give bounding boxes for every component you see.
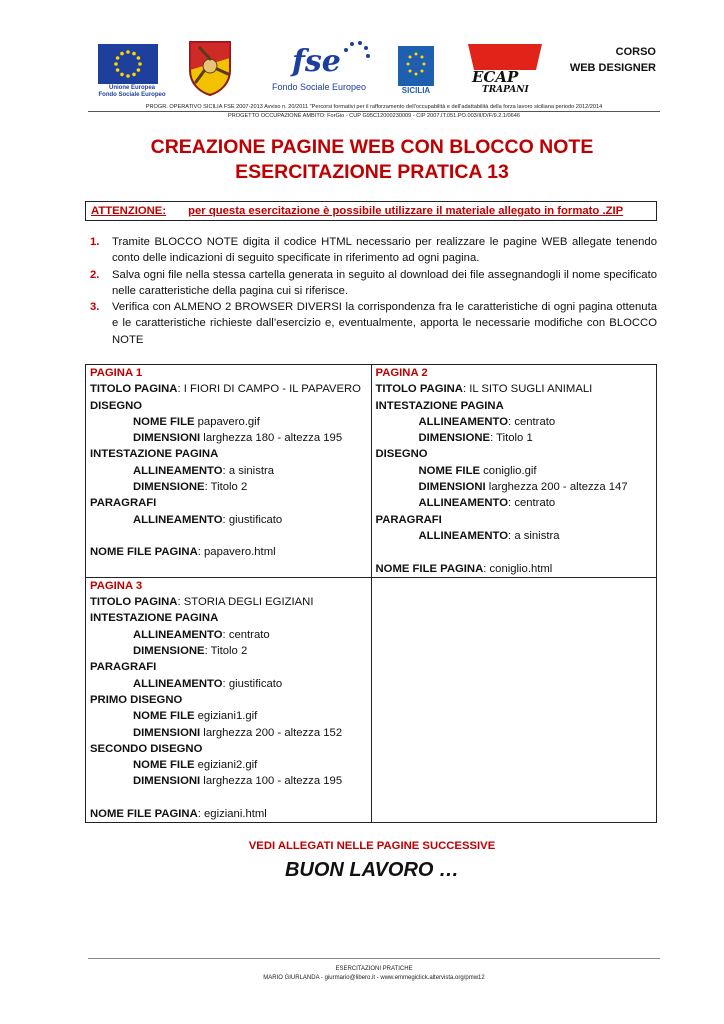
document-footer	[88, 965, 660, 983]
field-label: DIMENSIONE	[133, 645, 205, 658]
eu-flag-icon	[98, 44, 158, 84]
course-label	[566, 44, 656, 76]
field-value: larghezza 100 - altezza 195	[200, 775, 343, 788]
instruction-item	[85, 234, 657, 267]
sicily-region-logo	[186, 40, 234, 96]
course-label-line2: WEB DESIGNER	[569, 62, 656, 74]
sicilia-logo-label: SICILIA	[401, 86, 431, 95]
field-label: DIMENSIONI	[133, 775, 201, 788]
field-label: NOME FILE	[133, 759, 195, 772]
ecap-logo-subtext: TRAPANI	[482, 85, 529, 95]
instruction-number: 2.	[90, 268, 100, 281]
field-label: DIMENSIONI	[418, 481, 486, 494]
field-label: TITOLO PAGINA	[375, 383, 463, 396]
pagina-1-titolo	[90, 381, 367, 397]
table-row	[86, 365, 657, 578]
pagina-2-heading: PAGINA 2	[375, 367, 428, 379]
field-value: egiziani2.gif	[194, 759, 258, 772]
section-label: PARAGRAFI	[90, 497, 157, 510]
section-label: INTESTAZIONE PAGINA	[90, 612, 219, 625]
field-label: NOME FILE PAGINA	[375, 562, 484, 575]
eu-caption-line2: Fondo Sociale Europeo	[98, 92, 166, 98]
spacer	[90, 528, 367, 544]
footer-line1: ESERCITAZIONI PRATICHE	[335, 966, 413, 972]
field-label: ALLINEAMENTO	[133, 628, 223, 641]
section-label: PRIMO DISEGNO	[90, 693, 183, 706]
instruction-text: Tramite BLOCCO NOTE digita il codice HTML necessario per realizzare le pagine WEB allegate tenendo conto delle indicazioni di seguito specificate in riferimento ad ogni pagina.	[112, 236, 657, 265]
fse-logo-text: fse	[292, 44, 341, 79]
field-value: : giustificato	[222, 513, 283, 526]
field-value: : a sinistra	[222, 464, 275, 477]
sicilia-logo	[398, 46, 434, 100]
table-row	[86, 577, 657, 822]
spacer	[376, 544, 653, 560]
field-value: larghezza 200 - altezza 147	[485, 481, 628, 494]
field-label: NOME FILE PAGINA	[90, 546, 198, 559]
field-value: : I FIORI DI CAMPO - IL PAPAVERO	[177, 383, 361, 396]
fse-stars-icon	[340, 40, 370, 70]
instruction-item	[85, 299, 657, 348]
field-label: NOME FILE	[133, 710, 195, 723]
trinacria-shield-icon	[186, 40, 234, 96]
page-title	[70, 135, 674, 185]
field-label: DIMENSIONI	[133, 726, 201, 739]
field-value: : STORIA DEGLI EGIZIANI	[177, 596, 314, 609]
attention-label: ATTENZIONE:	[91, 205, 167, 217]
field-value: : centrato	[222, 628, 270, 641]
footer-line2: MARIO GIURLANDA - giurmario@libero.it - www.emmegiclick.altervista.org/pmw12	[263, 975, 485, 981]
instruction-text: Salva ogni file nella stessa cartella generata in seguito al download dei file assegnandogli il nome specificato nelle caratteristiche della pagina cui si riferisce.	[112, 268, 657, 297]
attention-notice	[91, 205, 623, 217]
empty-cell	[371, 577, 657, 822]
field-value: papavero.gif	[194, 415, 260, 428]
field-value: egiziani1.gif	[194, 710, 258, 723]
section-label: INTESTAZIONE PAGINA	[375, 399, 504, 412]
field-value: larghezza 180 - altezza 195	[200, 432, 343, 445]
field-value: : coniglio.html	[483, 562, 553, 575]
instruction-text: Verifica con ALMENO 2 BROWSER DIVERSI la corrispondenza fra le caratteristiche di ogni pagina ottenuta e le caratteristiche richieste dall’esercizio e, eventualmente, apporta le necessarie modifiche con BLOCCO NOTE	[112, 301, 657, 346]
pages-table	[85, 364, 657, 823]
field-value: : centrato	[508, 497, 556, 510]
section-label: PARAGRAFI	[90, 661, 157, 674]
field-label: DIMENSIONE	[418, 432, 491, 445]
section-label: DISEGNO	[375, 448, 428, 461]
field-label: NOME FILE PAGINA	[90, 808, 198, 821]
field-value: larghezza 200 - altezza 152	[200, 726, 343, 739]
section-label: PARAGRAFI	[375, 513, 442, 526]
instruction-item	[85, 267, 657, 300]
field-label: ALLINEAMENTO	[133, 677, 223, 690]
pagina-3-cell	[86, 577, 372, 822]
pagina-1-heading: PAGINA 1	[90, 367, 143, 379]
field-label: NOME FILE	[418, 464, 481, 477]
attention-text: per questa esercitazione è possibile utilizzare il materiale allegato in formato .ZIP	[188, 205, 624, 217]
course-label-line1: CORSO	[615, 46, 656, 58]
ecap-logo	[466, 42, 544, 102]
title-line1: CREAZIONE PAGINE WEB CON BLOCCO NOTE	[150, 136, 594, 158]
field-label: NOME FILE	[133, 415, 195, 428]
field-label: ALLINEAMENTO	[418, 529, 509, 542]
field-label: ALLINEAMENTO	[418, 415, 509, 428]
section-label: SECONDO DISEGNO	[90, 742, 203, 755]
document-header	[88, 40, 660, 100]
field-value: : Titolo 2	[204, 645, 248, 658]
section-label: INTESTAZIONE PAGINA	[90, 448, 219, 461]
field-label: ALLINEAMENTO	[418, 497, 509, 510]
program-line-2: PROGETTO OCCUPAZIONE AMBITO: ForGio - CUP G95C12000230009 - CIP 2007.IT.051.PO.003/II/D/F/9.2.1/0646	[227, 113, 521, 119]
field-label: ALLINEAMENTO	[133, 464, 223, 477]
field-value: : a sinistra	[508, 529, 560, 542]
field-value: : egiziani.html	[197, 808, 267, 821]
field-label: DIMENSIONE	[133, 481, 205, 494]
instructions-list	[85, 234, 657, 348]
spacer	[90, 790, 367, 806]
see-attachments-note: VEDI ALLEGATI NELLE PAGINE SUCCESSIVE	[248, 840, 496, 852]
pagina-2-cell	[371, 365, 657, 578]
section-label: DISEGNO	[90, 399, 143, 412]
eu-logo-caption	[90, 85, 174, 99]
eu-logo	[94, 44, 166, 104]
instruction-number: 3.	[90, 301, 100, 314]
eu-caption-line1: Unione Europea	[108, 85, 155, 91]
fse-logo-caption: Fondo Sociale Europeo	[272, 82, 367, 92]
attention-box	[85, 201, 657, 221]
field-value: : giustificato	[222, 677, 283, 690]
pagina-1-cell	[86, 365, 372, 578]
title-line2: ESERCITAZIONE PRATICA 13	[235, 161, 509, 183]
footer-divider	[88, 958, 660, 959]
field-label: TITOLO PAGINA	[90, 383, 178, 396]
fse-logo	[264, 40, 374, 100]
pagina-3-heading: PAGINA 3	[90, 579, 143, 592]
field-value: : Titolo 2	[204, 481, 248, 494]
field-value: : centrato	[508, 415, 556, 428]
instruction-number: 1.	[90, 236, 100, 248]
program-line-1: PROGR. OPERATIVO SICILIA FSE 2007-2013 Avviso n. 20/2011 "Percorsi formativi per il rafforzamento dell'occupabilità e dell'adattabilità della forza lavoro siciliana periodo 2012/2014	[145, 104, 603, 110]
ecap-logo-text: ECAP	[472, 68, 519, 86]
field-value: : IL SITO SUGLI ANIMALI	[462, 383, 593, 396]
field-value: : Titolo 1	[490, 432, 533, 445]
field-value: : papavero.html	[197, 546, 276, 559]
field-label: ALLINEAMENTO	[133, 513, 223, 526]
closing-greeting: BUON LAVORO …	[284, 859, 460, 881]
field-label: DIMENSIONI	[133, 432, 201, 445]
field-value: coniglio.gif	[480, 464, 537, 477]
field-label: TITOLO PAGINA	[90, 596, 178, 609]
